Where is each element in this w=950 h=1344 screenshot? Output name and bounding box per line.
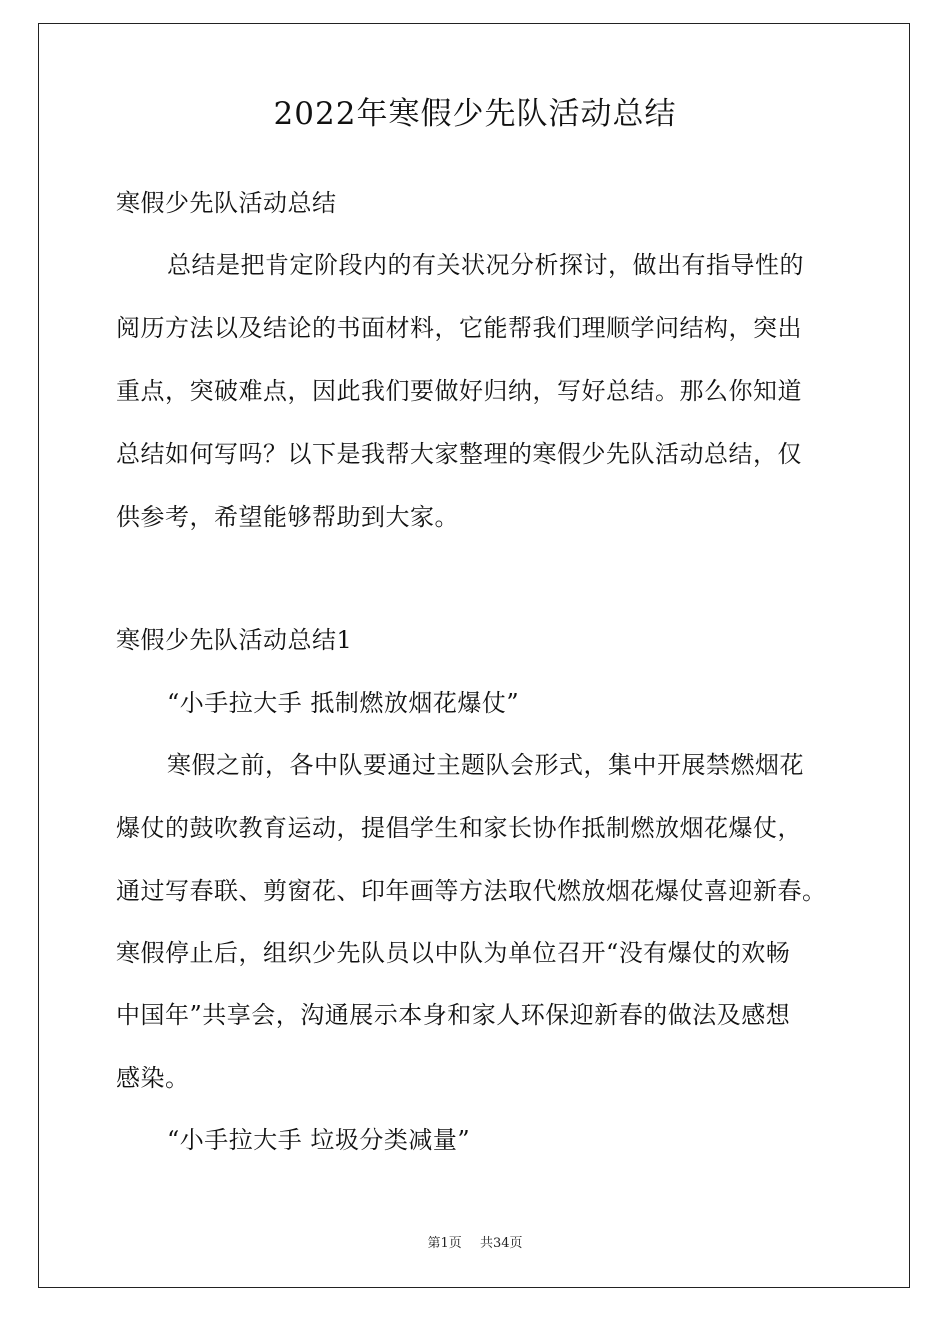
intro-line: 总结如何写吗？以下是我帮大家整理的寒假少先队活动总结，仅 [116,440,802,468]
theme-heading: “小手拉大手 垃圾分类减量” [167,1126,471,1154]
section-heading: 寒假少先队活动总结1 [116,626,353,654]
page-footer [0,1232,950,1251]
theme-heading: “小手拉大手 抵制燃放烟花爆仗” [167,689,520,717]
body-line: 通过写春联、剪窗花、印年画等方法取代燃放烟花爆仗喜迎新春。 [116,877,827,905]
body-line: 爆仗的鼓吹教育运动，提倡学生和家长协作抵制燃放烟花爆仗， [116,814,802,842]
page-count: 共34页 [479,1236,523,1251]
intro-line: 阅历方法以及结论的书面材料，它能帮我们理顺学问结构，突出 [116,314,802,342]
body-line: 中国年”共享会，沟通展示本身和家人环保迎新春的做法及感想 [116,1001,791,1029]
intro-line: 重点，突破难点，因此我们要做好归纳，写好总结。那么你知道 [116,377,802,405]
page-number: 第1页 [427,1236,462,1251]
body-line: 感染。 [116,1064,190,1092]
body-line: 寒假之前，各中队要通过主题队会形式，集中开展禁燃烟花 [167,751,804,779]
document-title: 2022年寒假少先队活动总结 [273,96,677,132]
intro-line: 供参考，希望能够帮助到大家。 [116,503,459,531]
subtitle: 寒假少先队活动总结 [116,189,337,217]
body-line: 寒假停止后，组织少先队员以中队为单位召开“没有爆仗的欢畅 [116,939,791,967]
intro-line: 总结是把肯定阶段内的有关状况分析探讨，做出有指导性的 [167,251,804,279]
